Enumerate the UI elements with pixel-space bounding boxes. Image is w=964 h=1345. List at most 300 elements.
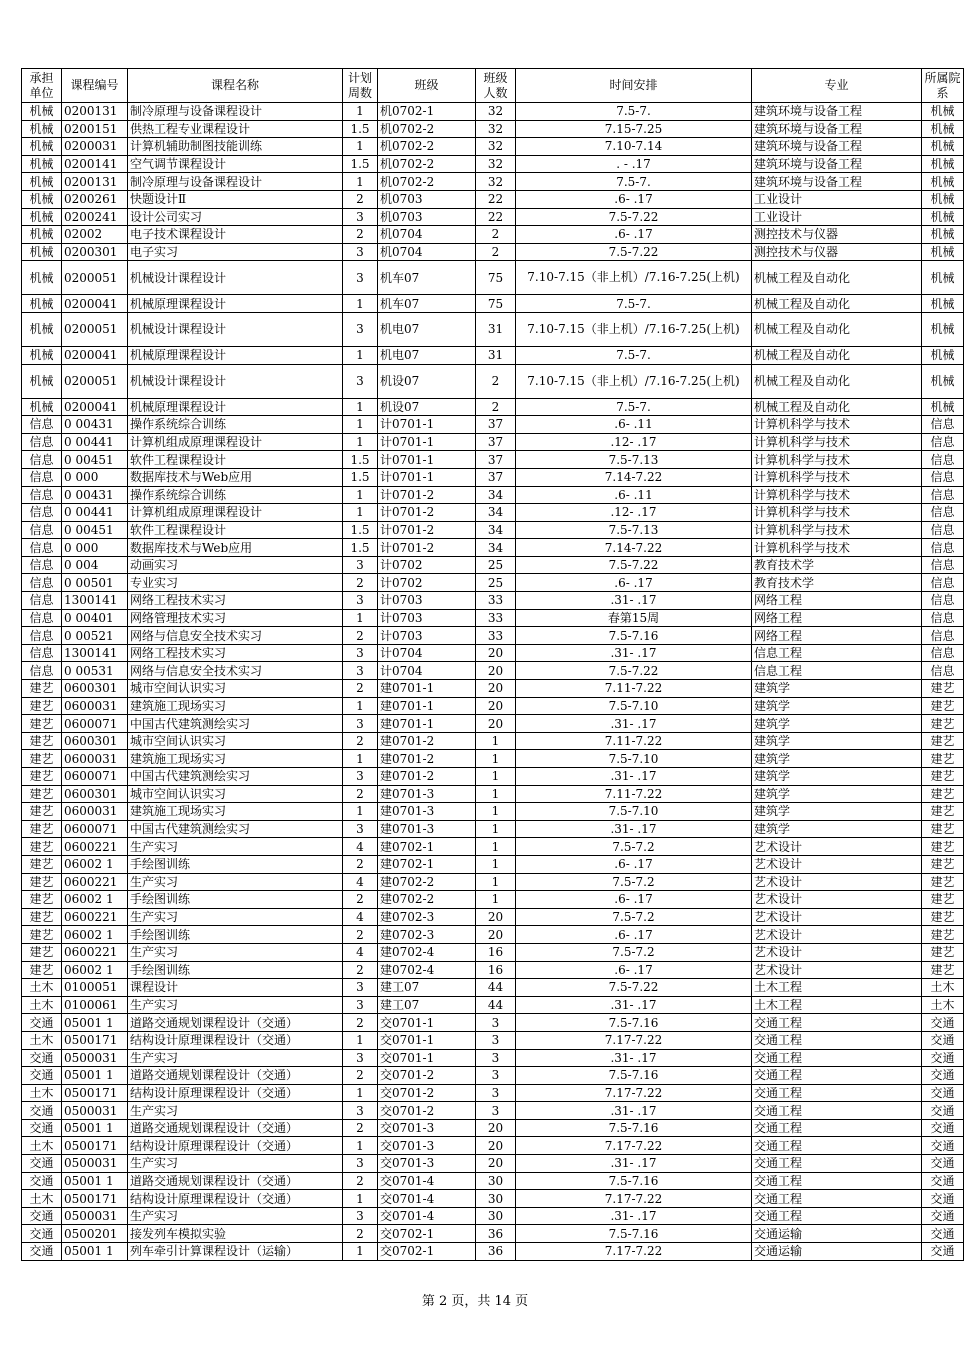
cell-course-name: 网络与信息安全技术实习: [128, 627, 343, 645]
cell-schedule: 7.5-7.16: [516, 1014, 752, 1032]
cell-course-code: 0600301: [62, 680, 128, 698]
cell-unit: 交通: [22, 1119, 62, 1137]
cell-course-name: 电子实习: [128, 243, 343, 261]
table-row: [22, 261, 964, 295]
cell-course-name: 道路交通规划课程设计（交通）: [128, 1014, 343, 1032]
cell-class: 机车07: [378, 295, 476, 313]
table-row: [22, 1225, 964, 1243]
cell-weeks: 1: [343, 1137, 378, 1155]
cell-unit: 机械: [22, 120, 62, 138]
cell-weeks: 1: [343, 486, 378, 504]
cell-department: 交通: [922, 1067, 964, 1085]
cell-weeks: 2: [343, 1014, 378, 1032]
cell-schedule: 7.5-7.: [516, 173, 752, 191]
cell-course-code: 0500031: [62, 1207, 128, 1225]
cell-course-code: 0 004: [62, 556, 128, 574]
table-row: [22, 838, 964, 856]
cell-schedule: .31- .17: [516, 715, 752, 733]
cell-course-code: 0100061: [62, 996, 128, 1014]
cell-schedule: .6- .11: [516, 416, 752, 434]
cell-class: 机0703: [378, 208, 476, 226]
cell-weeks: 1: [343, 173, 378, 191]
cell-weeks: 2: [343, 1172, 378, 1190]
cell-major: 建筑环境与设备工程: [752, 138, 922, 156]
cell-unit: 交通: [22, 1049, 62, 1067]
cell-class-size: 2: [476, 226, 516, 244]
cell-major: 建筑学: [752, 697, 922, 715]
table-row: [22, 1084, 964, 1102]
cell-course-code: 0600221: [62, 908, 128, 926]
cell-class: 计0701-2: [378, 539, 476, 557]
table-row: [22, 750, 964, 768]
cell-department: 机械: [922, 190, 964, 208]
cell-department: 交通: [922, 1155, 964, 1173]
cell-schedule: 7.11-7.22: [516, 680, 752, 698]
cell-course-code: 0 00441: [62, 433, 128, 451]
cell-course-code: 0100051: [62, 979, 128, 997]
cell-class: 建0701-2: [378, 768, 476, 786]
cell-department: 建艺: [922, 961, 964, 979]
cell-weeks: 3: [343, 208, 378, 226]
cell-course-name: 生产实习: [128, 1207, 343, 1225]
cell-unit: 交通: [22, 1155, 62, 1173]
cell-department: 机械: [922, 226, 964, 244]
cell-course-code: 0500031: [62, 1049, 128, 1067]
table-row: [22, 1119, 964, 1137]
cell-course-name: 城市空间认识实习: [128, 680, 343, 698]
cell-class-size: 33: [476, 609, 516, 627]
table-row: [22, 680, 964, 698]
table-row: [22, 1137, 964, 1155]
cell-department: 建艺: [922, 838, 964, 856]
cell-class-size: 36: [476, 1243, 516, 1261]
cell-class-size: 32: [476, 103, 516, 121]
cell-course-name: 机械设计课程设计: [128, 312, 343, 346]
cell-course-code: 0200151: [62, 120, 128, 138]
cell-weeks: 2: [343, 855, 378, 873]
cell-weeks: 3: [343, 662, 378, 680]
cell-course-name: 中国古代建筑测绘实习: [128, 768, 343, 786]
cell-department: 建艺: [922, 697, 964, 715]
cell-class-size: 16: [476, 961, 516, 979]
cell-department: 建艺: [922, 820, 964, 838]
cell-class: 机0702-2: [378, 120, 476, 138]
cell-class: 建0702-3: [378, 926, 476, 944]
cell-major: 建筑环境与设备工程: [752, 103, 922, 121]
cell-class-size: 31: [476, 346, 516, 364]
cell-course-code: 0500171: [62, 1137, 128, 1155]
cell-unit: 信息: [22, 486, 62, 504]
cell-weeks: 2: [343, 226, 378, 244]
cell-course-name: 网络工程技术实习: [128, 644, 343, 662]
cell-unit: 建艺: [22, 732, 62, 750]
cell-course-name: 手绘图训练: [128, 961, 343, 979]
cell-course-code: 0200051: [62, 364, 128, 398]
cell-unit: 建艺: [22, 908, 62, 926]
cell-course-code: 0200131: [62, 173, 128, 191]
cell-schedule: 7.5-7.: [516, 398, 752, 416]
table-row: [22, 820, 964, 838]
cell-major: 网络工程: [752, 609, 922, 627]
cell-weeks: 2: [343, 680, 378, 698]
cell-weeks: 2: [343, 1119, 378, 1137]
cell-schedule: 7.17-7.22: [516, 1137, 752, 1155]
cell-course-code: 0 00441: [62, 504, 128, 522]
cell-unit: 信息: [22, 416, 62, 434]
cell-department: 信息: [922, 468, 964, 486]
table-row: [22, 208, 964, 226]
cell-class: 交0701-4: [378, 1190, 476, 1208]
cell-unit: 建艺: [22, 680, 62, 698]
cell-schedule: 7.5-7.: [516, 346, 752, 364]
cell-class-size: 20: [476, 644, 516, 662]
cell-department: 信息: [922, 416, 964, 434]
cell-weeks: 1.5: [343, 155, 378, 173]
cell-unit: 建艺: [22, 838, 62, 856]
cell-unit: 建艺: [22, 891, 62, 909]
schedule-table: [21, 68, 964, 1261]
cell-class: 建0702-2: [378, 873, 476, 891]
cell-class: 机车07: [378, 261, 476, 295]
cell-unit: 交通: [22, 1243, 62, 1261]
cell-weeks: 3: [343, 644, 378, 662]
cell-class-size: 34: [476, 486, 516, 504]
cell-unit: 信息: [22, 521, 62, 539]
col-header-schedule: 时间安排: [516, 69, 752, 103]
cell-schedule: .6- .11: [516, 486, 752, 504]
cell-major: 艺术设计: [752, 943, 922, 961]
cell-weeks: 3: [343, 1155, 378, 1173]
cell-weeks: 1: [343, 416, 378, 434]
cell-department: 机械: [922, 173, 964, 191]
cell-course-name: 数据库技术与Web应用: [128, 468, 343, 486]
cell-course-name: 专业实习: [128, 574, 343, 592]
cell-major: 土木工程: [752, 996, 922, 1014]
cell-major: 艺术设计: [752, 961, 922, 979]
cell-schedule: .31- .17: [516, 1155, 752, 1173]
cell-course-code: 0200131: [62, 103, 128, 121]
cell-department: 土木: [922, 979, 964, 997]
cell-schedule: 7.5-7.22: [516, 662, 752, 680]
cell-department: 交通: [922, 1225, 964, 1243]
cell-course-name: 机械原理课程设计: [128, 295, 343, 313]
cell-course-name: 生产实习: [128, 1155, 343, 1173]
cell-class-size: 3: [476, 1102, 516, 1120]
table-row: [22, 1243, 964, 1261]
cell-major: 计算机科学与技术: [752, 433, 922, 451]
cell-class-size: 25: [476, 574, 516, 592]
cell-major: 测控技术与仪器: [752, 243, 922, 261]
cell-class: 机0704: [378, 226, 476, 244]
cell-weeks: 3: [343, 979, 378, 997]
table-row: [22, 364, 964, 398]
cell-major: 网络工程: [752, 627, 922, 645]
cell-course-name: 建筑施工现场实习: [128, 803, 343, 821]
cell-schedule: .6- .17: [516, 574, 752, 592]
cell-weeks: 3: [343, 243, 378, 261]
cell-schedule: 春第15周: [516, 609, 752, 627]
cell-weeks: 3: [343, 364, 378, 398]
table-row: [22, 662, 964, 680]
table-row: [22, 120, 964, 138]
cell-department: 机械: [922, 295, 964, 313]
cell-department: 信息: [922, 609, 964, 627]
cell-major: 交通工程: [752, 1207, 922, 1225]
cell-class-size: 20: [476, 697, 516, 715]
cell-major: 交通工程: [752, 1155, 922, 1173]
table-row: [22, 451, 964, 469]
cell-class: 交0701-1: [378, 1014, 476, 1032]
cell-class: 交0701-4: [378, 1172, 476, 1190]
cell-course-name: 生产实习: [128, 838, 343, 856]
cell-course-name: 网络管理技术实习: [128, 609, 343, 627]
cell-course-code: 06002 1: [62, 926, 128, 944]
cell-course-code: 0600301: [62, 785, 128, 803]
cell-course-name: 制冷原理与设备课程设计: [128, 103, 343, 121]
cell-major: 建筑学: [752, 803, 922, 821]
cell-weeks: 1: [343, 295, 378, 313]
cell-schedule: .6- .17: [516, 190, 752, 208]
cell-unit: 机械: [22, 243, 62, 261]
cell-class-size: 22: [476, 190, 516, 208]
cell-class: 建0702-4: [378, 961, 476, 979]
cell-weeks: 4: [343, 943, 378, 961]
cell-unit: 信息: [22, 609, 62, 627]
cell-department: 机械: [922, 243, 964, 261]
cell-department: 信息: [922, 539, 964, 557]
cell-course-name: 机械设计课程设计: [128, 261, 343, 295]
cell-major: 信息工程: [752, 662, 922, 680]
cell-department: 机械: [922, 208, 964, 226]
cell-unit: 土木: [22, 1190, 62, 1208]
cell-class: 计0701-2: [378, 521, 476, 539]
cell-class: 交0701-2: [378, 1067, 476, 1085]
cell-major: 计算机科学与技术: [752, 451, 922, 469]
cell-weeks: 2: [343, 1067, 378, 1085]
cell-course-code: 0200051: [62, 312, 128, 346]
cell-course-code: 0600071: [62, 820, 128, 838]
cell-course-name: 中国古代建筑测绘实习: [128, 715, 343, 733]
cell-major: 艺术设计: [752, 873, 922, 891]
cell-course-code: 0 00451: [62, 521, 128, 539]
cell-class-size: 1: [476, 732, 516, 750]
cell-department: 信息: [922, 662, 964, 680]
cell-weeks: 4: [343, 873, 378, 891]
cell-department: 建艺: [922, 908, 964, 926]
cell-course-name: 列车牵引计算课程设计（运输）: [128, 1243, 343, 1261]
cell-weeks: 3: [343, 1207, 378, 1225]
cell-course-name: 机械设计课程设计: [128, 364, 343, 398]
col-header-class-size: 班级人数: [476, 69, 516, 103]
cell-schedule: 7.17-7.22: [516, 1031, 752, 1049]
table-row: [22, 891, 964, 909]
cell-class: 建0702-4: [378, 943, 476, 961]
cell-weeks: 1.5: [343, 539, 378, 557]
cell-course-code: 0500171: [62, 1031, 128, 1049]
cell-weeks: 3: [343, 261, 378, 295]
cell-schedule: 7.5-7.10: [516, 697, 752, 715]
table-row: [22, 1031, 964, 1049]
cell-major: 工业设计: [752, 208, 922, 226]
table-row: [22, 226, 964, 244]
cell-class-size: 31: [476, 312, 516, 346]
cell-schedule: 7.14-7.22: [516, 468, 752, 486]
cell-course-code: 0500171: [62, 1084, 128, 1102]
cell-department: 机械: [922, 155, 964, 173]
cell-unit: 建艺: [22, 697, 62, 715]
cell-unit: 建艺: [22, 768, 62, 786]
cell-major: 交通工程: [752, 1031, 922, 1049]
cell-course-name: 手绘图训练: [128, 926, 343, 944]
cell-schedule: .31- .17: [516, 644, 752, 662]
cell-class-size: 1: [476, 803, 516, 821]
cell-unit: 机械: [22, 398, 62, 416]
cell-class: 计0701-1: [378, 451, 476, 469]
cell-class: 建工07: [378, 996, 476, 1014]
cell-major: 艺术设计: [752, 838, 922, 856]
cell-unit: 机械: [22, 208, 62, 226]
cell-schedule: 7.5-7.13: [516, 451, 752, 469]
cell-department: 交通: [922, 1049, 964, 1067]
cell-course-name: 软件工程课程设计: [128, 521, 343, 539]
cell-major: 教育技术学: [752, 556, 922, 574]
cell-class-size: 20: [476, 908, 516, 926]
col-header-class: 班级: [378, 69, 476, 103]
cell-course-name: 手绘图训练: [128, 891, 343, 909]
cell-unit: 交通: [22, 1067, 62, 1085]
cell-department: 交通: [922, 1014, 964, 1032]
cell-schedule: .31- .17: [516, 768, 752, 786]
cell-course-code: 0 00431: [62, 416, 128, 434]
col-header-major: 专业: [752, 69, 922, 103]
table-row: [22, 433, 964, 451]
cell-weeks: 2: [343, 574, 378, 592]
cell-class-size: 3: [476, 1014, 516, 1032]
cell-schedule: 7.17-7.22: [516, 1084, 752, 1102]
cell-class-size: 75: [476, 261, 516, 295]
table-row: [22, 243, 964, 261]
table-header: [22, 69, 964, 103]
table-row: [22, 138, 964, 156]
cell-department: 交通: [922, 1207, 964, 1225]
cell-department: 建艺: [922, 768, 964, 786]
table-row: [22, 1067, 964, 1085]
cell-schedule: 7.5-7.16: [516, 1067, 752, 1085]
cell-unit: 机械: [22, 261, 62, 295]
cell-course-code: 0500171: [62, 1190, 128, 1208]
cell-department: 交通: [922, 1102, 964, 1120]
cell-class: 交0701-4: [378, 1207, 476, 1225]
table-row: [22, 785, 964, 803]
cell-course-name: 计算机组成原理课程设计: [128, 433, 343, 451]
cell-major: 教育技术学: [752, 574, 922, 592]
cell-major: 交通运输: [752, 1243, 922, 1261]
cell-unit: 交通: [22, 1102, 62, 1120]
cell-schedule: .31- .17: [516, 820, 752, 838]
cell-class-size: 36: [476, 1225, 516, 1243]
cell-course-name: 结构设计原理课程设计（交通）: [128, 1190, 343, 1208]
cell-class-size: 20: [476, 1137, 516, 1155]
cell-course-name: 操作系统综合训练: [128, 486, 343, 504]
cell-unit: 机械: [22, 103, 62, 121]
cell-course-name: 建筑施工现场实习: [128, 697, 343, 715]
cell-major: 计算机科学与技术: [752, 486, 922, 504]
table-row: [22, 1155, 964, 1173]
cell-course-name: 道路交通规划课程设计（交通）: [128, 1067, 343, 1085]
cell-schedule: 7.5-7.16: [516, 1225, 752, 1243]
cell-class-size: 37: [476, 433, 516, 451]
cell-class: 计0704: [378, 662, 476, 680]
table-row: [22, 103, 964, 121]
table-row: [22, 1049, 964, 1067]
cell-class: 建0701-2: [378, 732, 476, 750]
cell-major: 机械工程及自动化: [752, 398, 922, 416]
cell-class: 交0702-1: [378, 1225, 476, 1243]
cell-class: 交0701-3: [378, 1119, 476, 1137]
cell-class: 计0702: [378, 556, 476, 574]
cell-department: 建艺: [922, 750, 964, 768]
cell-weeks: 1: [343, 504, 378, 522]
cell-weeks: 1: [343, 398, 378, 416]
table-row: [22, 1102, 964, 1120]
table-row: [22, 996, 964, 1014]
cell-class: 建0701-3: [378, 803, 476, 821]
cell-class-size: 1: [476, 855, 516, 873]
cell-course-name: 机械原理课程设计: [128, 346, 343, 364]
cell-course-code: 0 000: [62, 468, 128, 486]
cell-course-name: 生产实习: [128, 1102, 343, 1120]
cell-department: 机械: [922, 346, 964, 364]
cell-weeks: 2: [343, 891, 378, 909]
cell-weeks: 1: [343, 1190, 378, 1208]
cell-class: 计0701-2: [378, 486, 476, 504]
table-row: [22, 627, 964, 645]
cell-department: 交通: [922, 1031, 964, 1049]
cell-weeks: 4: [343, 838, 378, 856]
cell-department: 交通: [922, 1172, 964, 1190]
cell-schedule: .6- .17: [516, 855, 752, 873]
cell-course-code: 0600031: [62, 697, 128, 715]
cell-course-name: 软件工程课程设计: [128, 451, 343, 469]
cell-schedule: 7.5-7.2: [516, 908, 752, 926]
cell-course-code: 05001 1: [62, 1014, 128, 1032]
cell-class-size: 20: [476, 680, 516, 698]
cell-course-name: 电子技术课程设计: [128, 226, 343, 244]
cell-class: 建0701-1: [378, 697, 476, 715]
cell-course-code: 06002 1: [62, 891, 128, 909]
cell-weeks: 2: [343, 785, 378, 803]
table-row: [22, 346, 964, 364]
cell-department: 信息: [922, 504, 964, 522]
cell-unit: 建艺: [22, 873, 62, 891]
cell-schedule: 7.5-7.22: [516, 208, 752, 226]
cell-class-size: 3: [476, 1067, 516, 1085]
cell-weeks: 1.5: [343, 451, 378, 469]
cell-schedule: 7.5-7.: [516, 295, 752, 313]
cell-department: 交通: [922, 1137, 964, 1155]
cell-unit: 土木: [22, 1084, 62, 1102]
cell-class: 机0702-2: [378, 173, 476, 191]
cell-unit: 机械: [22, 226, 62, 244]
cell-unit: 机械: [22, 346, 62, 364]
cell-schedule: .31- .17: [516, 1102, 752, 1120]
cell-weeks: 4: [343, 908, 378, 926]
cell-class: 交0701-1: [378, 1031, 476, 1049]
cell-class-size: 2: [476, 364, 516, 398]
cell-schedule: 7.5-7.16: [516, 627, 752, 645]
cell-course-code: 06002 1: [62, 855, 128, 873]
cell-unit: 机械: [22, 173, 62, 191]
